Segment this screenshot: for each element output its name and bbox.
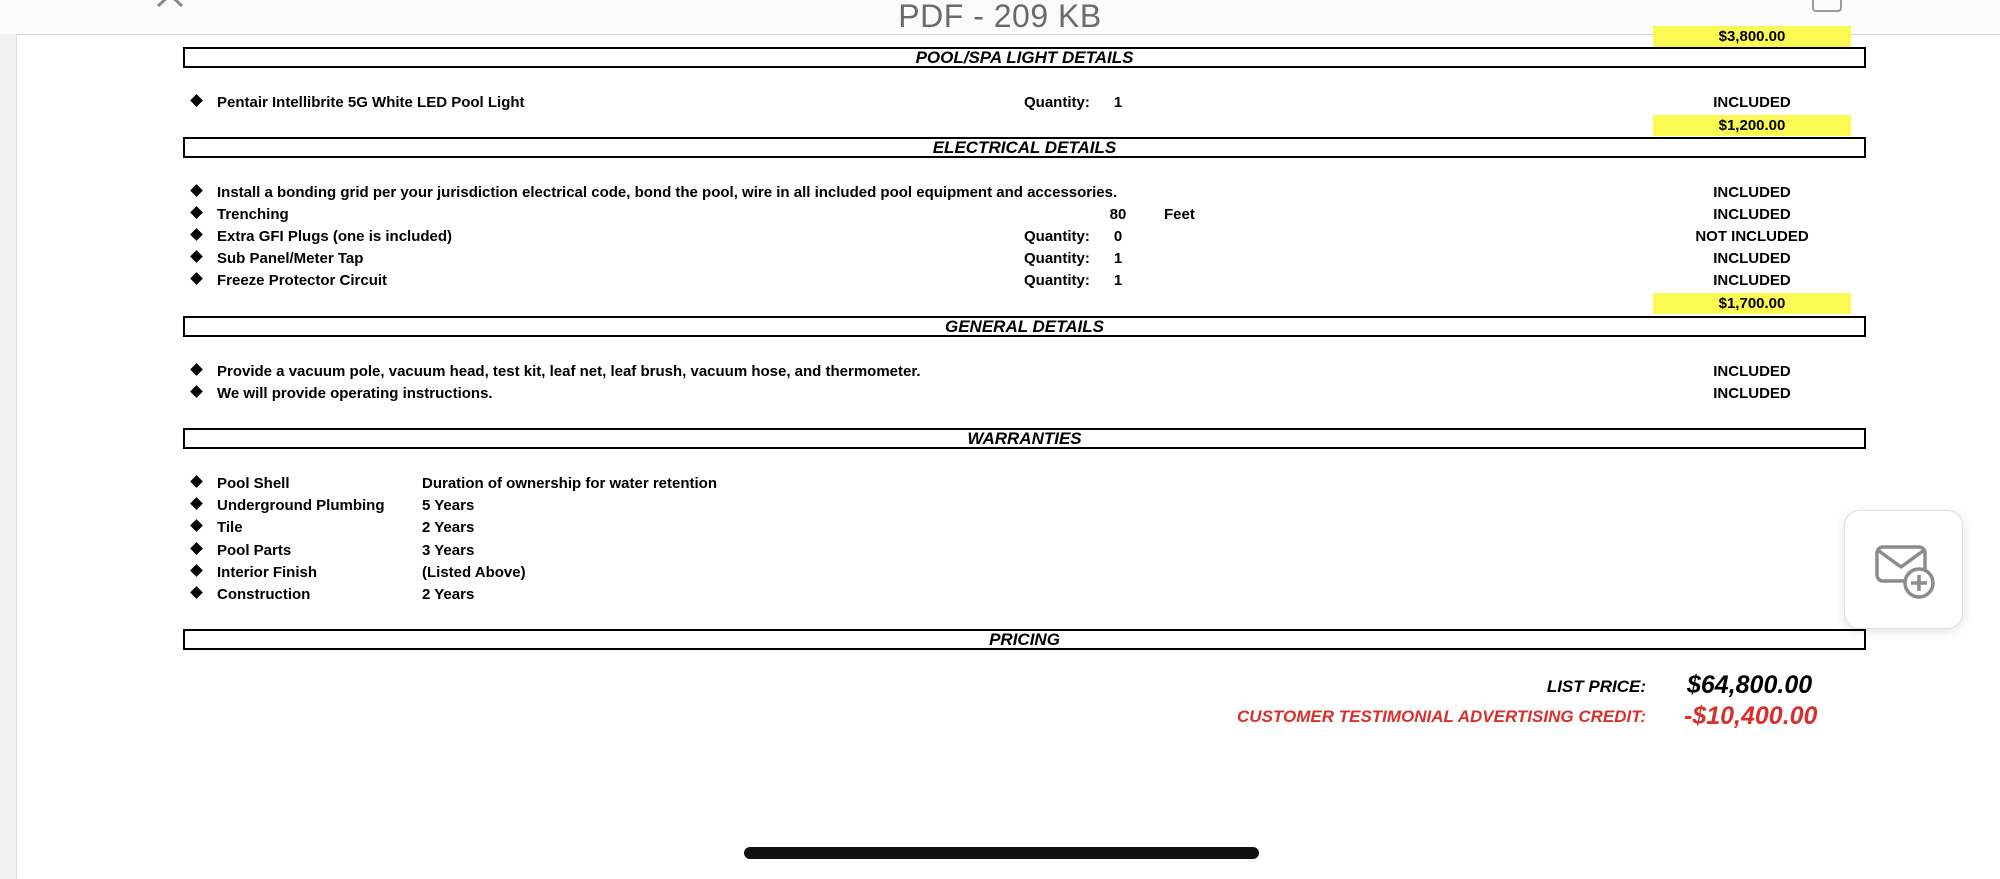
item-text: Pentair Intellibrite 5G White LED Pool Light [217, 94, 525, 111]
status-text: INCLUDED [1713, 385, 1791, 402]
diamond-bullet-icon [190, 475, 203, 488]
section-total: $1,700.00 [1653, 293, 1851, 314]
list-item [16, 272, 1976, 292]
warranty-name: Interior Finish [217, 564, 318, 581]
item-text: Provide a vacuum pole, vacuum head, test kit, leaf net, leaf brush, vacuum hose, and thermometer. [217, 363, 921, 380]
viewer-title: PDF - 209 KB [898, 0, 1102, 34]
share-icon[interactable] [1812, 0, 1842, 12]
warranty-row [16, 519, 1976, 539]
list-item [16, 363, 1976, 383]
section-header-electrical: ELECTRICAL DETAILS [183, 137, 1866, 158]
item-text: Trenching [217, 206, 289, 223]
diamond-bullet-icon [190, 184, 203, 197]
section-header-general: GENERAL DETAILS [183, 316, 1866, 337]
warranty-name: Pool Shell [217, 475, 290, 492]
status-text: INCLUDED [1713, 206, 1791, 223]
warranty-value: (Listed Above) [422, 564, 526, 581]
section-header-pricing: PRICING [183, 629, 1866, 650]
warranty-name: Pool Parts [217, 542, 292, 559]
quantity-label: Quantity: [1024, 250, 1090, 267]
item-text: Freeze Protector Circuit [217, 272, 388, 289]
home-indicator[interactable] [744, 847, 1259, 859]
status-text: INCLUDED [1713, 363, 1791, 380]
warranty-row [16, 586, 1976, 606]
item-text: We will provide operating instructions. [217, 385, 493, 402]
status-text: INCLUDED [1713, 94, 1791, 111]
list-item [16, 94, 1976, 114]
list-price-label: LIST PRICE: [1546, 677, 1646, 696]
item-text: Extra GFI Plugs (one is included) [217, 228, 453, 245]
diamond-bullet-icon [190, 519, 203, 532]
diamond-bullet-icon [190, 586, 203, 599]
item-text: Sub Panel/Meter Tap [217, 250, 364, 267]
quantity-label: Quantity: [1024, 272, 1090, 289]
warranty-value: 5 Years [422, 497, 475, 514]
warranty-name: Underground Plumbing [217, 497, 385, 514]
warranty-value: 2 Years [422, 519, 475, 536]
status-text: NOT INCLUDED [1695, 228, 1809, 245]
status-text: INCLUDED [1713, 184, 1791, 201]
partial-price: $3,800.00 [1653, 26, 1851, 47]
warranty-row [16, 564, 1976, 584]
status-text: INCLUDED [1713, 272, 1791, 289]
warranty-value: 3 Years [422, 542, 475, 559]
warranty-name: Construction [217, 586, 311, 603]
quantity-label: Quantity: [1024, 94, 1090, 111]
quantity-label: Quantity: [1024, 228, 1090, 245]
quantity-value: 1 [1113, 94, 1123, 111]
status-text: INCLUDED [1713, 250, 1791, 267]
quantity-value: 1 [1113, 250, 1123, 267]
list-item [16, 228, 1976, 248]
warranty-value: Duration of ownership for water retention [422, 475, 718, 492]
credit-label: CUSTOMER TESTIMONIAL ADVERTISING CREDIT: [1237, 707, 1646, 726]
diamond-bullet-icon [190, 206, 203, 219]
page-left-edge [0, 34, 17, 879]
diamond-bullet-icon [190, 385, 203, 398]
list-item [16, 250, 1976, 270]
quantity-value: 80 [1109, 206, 1127, 223]
warranty-row [16, 475, 1976, 495]
warranty-name: Tile [217, 519, 243, 536]
diamond-bullet-icon [190, 542, 203, 555]
section-header-light: POOL/SPA LIGHT DETAILS [183, 47, 1866, 68]
diamond-bullet-icon [190, 497, 203, 510]
list-price-value: $64,800.00 [1687, 671, 1813, 699]
mail-add-button[interactable] [1844, 510, 1963, 629]
credit-value: -$10,400.00 [1684, 702, 1818, 730]
list-item [16, 184, 1976, 204]
quantity-value: 1 [1113, 272, 1123, 289]
diamond-bullet-icon [190, 272, 203, 285]
diamond-bullet-icon [190, 564, 203, 577]
diamond-bullet-icon [190, 228, 203, 241]
warranty-row [16, 497, 1976, 517]
list-item [16, 385, 1976, 405]
section-header-warranties: WARRANTIES [183, 428, 1866, 449]
unit-label: Feet [1164, 206, 1195, 223]
item-text: Install a bonding grid per your jurisdiction electrical code, bond the pool, wire in all included pool equipment and accessories. [217, 184, 1118, 201]
list-item [16, 206, 1976, 226]
diamond-bullet-icon [190, 250, 203, 263]
diamond-bullet-icon [190, 363, 203, 376]
quantity-value: 0 [1113, 228, 1123, 245]
mail-add-icon [1845, 511, 1962, 628]
section-total: $1,200.00 [1653, 115, 1851, 136]
pdf-page [16, 28, 2000, 879]
diamond-bullet-icon [190, 94, 203, 107]
warranty-row [16, 542, 1976, 562]
warranty-value: 2 Years [422, 586, 475, 603]
